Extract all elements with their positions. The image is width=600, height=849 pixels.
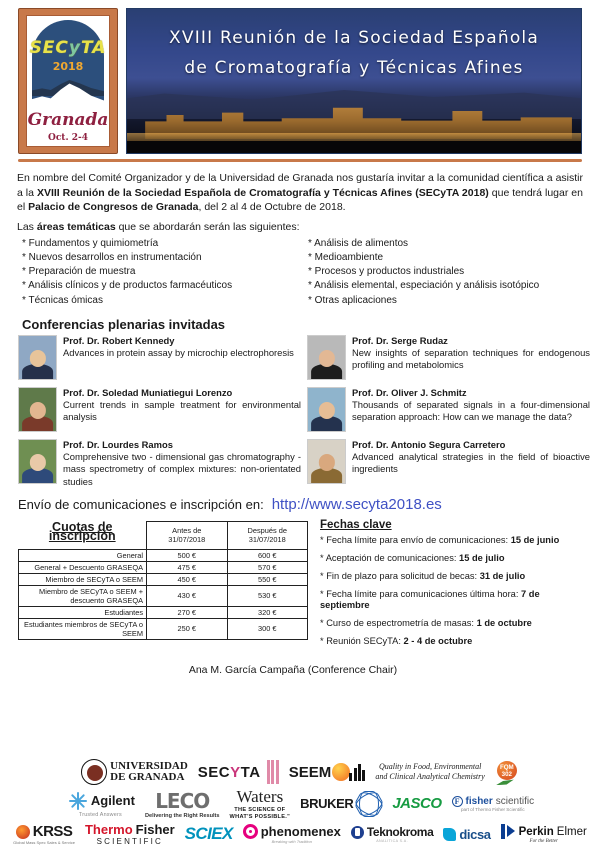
logo-dicsa xyxy=(443,827,490,842)
submission-line xyxy=(18,496,600,513)
logo-waters xyxy=(230,787,291,820)
perkin-wordmark-1: Perkin xyxy=(518,825,554,838)
dicsa-wordmark: dicsa xyxy=(459,826,491,842)
topics-columns xyxy=(22,237,583,308)
fee-after: 300 € xyxy=(227,618,308,639)
intro-text-c: que tendrá lugar en el xyxy=(17,186,583,214)
key-date-text: * Fecha límite para envío de comunicaciones: xyxy=(320,535,511,546)
agilent-tagline: Trusted Answers xyxy=(78,811,122,818)
speaker-text xyxy=(63,387,301,432)
leco-wordmark: LECO xyxy=(155,788,210,813)
secyta-bars-icon xyxy=(267,760,279,784)
speaker-text xyxy=(63,439,301,488)
speaker-name: Prof. Dr. Antonio Segura Carretero xyxy=(352,438,506,450)
speaker-name: Prof. Dr. Soledad Muniatiegui Lorenzo xyxy=(63,386,233,398)
speaker-text xyxy=(352,387,590,432)
fees-col-header-after xyxy=(227,522,308,550)
quality-line2: and Clinical Analytical Chemistry xyxy=(375,772,485,782)
poster-header xyxy=(0,0,600,155)
lower-section xyxy=(18,519,590,654)
speaker-name: Prof. Dr. Robert Kennedy xyxy=(63,334,175,346)
fee-label: Miembro de SECyTA o SEEM + descuento GRASEQA xyxy=(19,585,147,606)
fee-label: General xyxy=(19,549,147,561)
thermo-tagline: SCIENTIFIC xyxy=(96,837,164,846)
krss-tagline: Global Mass Spec Sales & Service xyxy=(13,840,75,845)
topic-item: * Análisis de alimentos xyxy=(308,237,409,249)
fee-before: 250 € xyxy=(147,618,227,639)
ugr-line1: UNIVERSIDAD xyxy=(110,759,188,772)
speaker-talk-title: New insights of separation techniques for endogenous profiling and metabolomics xyxy=(352,346,590,371)
conference-title xyxy=(127,23,581,83)
intro-paragraph xyxy=(17,171,583,215)
sponsor-row-3 xyxy=(0,821,600,847)
jasco-wordmark: JASCO xyxy=(392,795,442,813)
fqm-icon xyxy=(495,759,519,785)
ugr-wordmark xyxy=(110,761,188,784)
teknokroma-tagline: ANALITICA S.A. xyxy=(376,839,408,843)
logo-leco xyxy=(145,789,220,819)
speaker-entry xyxy=(307,439,590,484)
speaker-entry xyxy=(18,335,301,380)
speaker-talk-title: Current trends in sample treatment for environmental analysis xyxy=(63,398,301,423)
fee-after: 320 € xyxy=(227,606,308,618)
speaker-photo xyxy=(307,439,346,484)
topic-item: * Preparación de muestra xyxy=(22,266,136,278)
topic-item: * Análisis clínicos y de productos farmacéuticos xyxy=(22,280,233,292)
key-date-item xyxy=(320,535,590,546)
bruker-atom-icon xyxy=(356,794,382,814)
fees-col-before-l1: Antes de xyxy=(172,525,202,535)
logo-fqm-302 xyxy=(495,759,519,785)
intro-text-e: , del 2 al 4 de Octubre de 2018. xyxy=(198,201,346,214)
fqm-line2: 302 xyxy=(501,771,512,779)
speaker-text xyxy=(352,335,590,380)
fees-header-row xyxy=(19,522,308,550)
key-dates-list xyxy=(320,535,590,647)
teknokroma-wordmark: Teknokroma xyxy=(366,825,434,839)
logo-seem xyxy=(289,763,366,781)
sponsor-logos xyxy=(0,758,600,847)
sciex-wordmark: SCIEX xyxy=(184,824,233,843)
seem-bars-icon xyxy=(349,764,365,781)
fee-after: 550 € xyxy=(227,573,308,585)
speaker-entry xyxy=(18,387,301,432)
areas-lead-bold: áreas temáticas xyxy=(36,220,116,233)
key-date-item xyxy=(320,636,590,647)
fisher-wordmark-2: scientific xyxy=(495,795,535,807)
topic-item: * Técnicas ómicas xyxy=(22,294,103,306)
conference-website-link[interactable]: http://www.secyta2018.es xyxy=(271,496,442,514)
fees-col-header-before xyxy=(147,522,227,550)
table-row xyxy=(19,561,308,573)
key-date-value: 7 de septiembre xyxy=(320,589,540,611)
areas-lead-c: que se abordarán serán las siguientes: xyxy=(115,220,300,233)
ugr-line2: DE GRANADA xyxy=(110,771,185,784)
table-row xyxy=(19,573,308,585)
krss-burst-icon xyxy=(16,825,30,839)
fee-before: 430 € xyxy=(147,585,227,606)
speaker-talk-title: Comprehensive two - dimensional gas chromatography - mass spectrometry of complex mixtures: non-orientated studies xyxy=(63,450,301,487)
submission-label: Envío de comunicaciones e inscripción en: xyxy=(18,497,264,513)
fee-label: Miembro de SECyTA o SEEM xyxy=(19,573,147,585)
bruker-wordmark: BRUKER xyxy=(300,796,354,812)
logo-phenomenex xyxy=(243,824,341,844)
key-date-text: * Fin de plazo para solicitud de becas: xyxy=(320,571,480,582)
waters-wordmark: Waters xyxy=(236,787,284,807)
quality-group-text xyxy=(375,762,484,782)
fees-title: Cuotas de inscripción xyxy=(48,519,116,544)
speaker-photo xyxy=(18,335,57,380)
key-date-text: * Aceptación de comunicaciones: xyxy=(320,553,460,564)
plenary-speakers xyxy=(18,335,590,495)
fee-label: Estudiantes miembros de SECyTA o SEEM xyxy=(19,618,147,639)
leco-tagline: Delivering the Right Results xyxy=(144,812,220,819)
logo-sciex xyxy=(185,824,233,844)
fisher-tagline: part of Thermo Fisher Scientific xyxy=(460,806,525,812)
fee-after: 570 € xyxy=(227,561,308,573)
fees-title-cell xyxy=(19,519,147,550)
conference-title-line1: XVIII Reunión de la Sociedad Española xyxy=(169,28,539,48)
logo-perkinelmer xyxy=(501,824,587,844)
agilent-starburst-icon xyxy=(66,790,88,812)
key-date-value: 15 de junio xyxy=(510,535,560,546)
topic-item: * Otras aplicaciones xyxy=(308,294,397,306)
topics-right-list xyxy=(308,237,583,308)
seem-wordmark: SEEM xyxy=(288,763,332,781)
seem-orb-icon xyxy=(332,763,350,781)
topic-item: * Nuevos desarrollos en instrumentación xyxy=(22,251,202,263)
logo-dates: Oct. 2-4 xyxy=(47,133,88,143)
fee-before: 475 € xyxy=(147,561,227,573)
waters-tagline xyxy=(230,807,291,820)
logo-teknokroma xyxy=(351,825,433,843)
phenomenex-wordmark: phenomenex xyxy=(260,824,341,839)
logo-secyta-wordmark: SECyTA xyxy=(29,38,107,58)
speaker-photo xyxy=(307,387,346,432)
fee-after: 530 € xyxy=(227,585,308,606)
speaker-entry xyxy=(307,335,590,380)
conference-title-line2: de Cromatografía y Técnicas Afines xyxy=(184,58,524,78)
plenary-heading: Conferencias plenarias invitadas xyxy=(22,316,226,332)
fees-col-after-l1: Después de xyxy=(247,525,287,535)
sponsor-row-2 xyxy=(0,786,600,821)
secyta-wordmark: SECYTA xyxy=(197,763,261,781)
speaker-talk-title: Advanced analytical strategies in the field of bioactive ingredients xyxy=(352,450,590,475)
topic-item: * Fundamentos y quimiometría xyxy=(22,237,159,249)
fisher-f-icon: F xyxy=(452,796,463,807)
logo-quality-group xyxy=(375,762,484,782)
fees-col-before-l2: 31/07/2018 xyxy=(168,535,206,545)
logo-bruker xyxy=(300,794,382,814)
areas-lead xyxy=(17,221,583,233)
key-date-text: * Curso de espectrometría de masas: xyxy=(320,618,477,629)
waters-tagline-l1: THE SCIENCE OF xyxy=(234,807,286,814)
speaker-text xyxy=(352,439,590,484)
phenomenex-circle-icon xyxy=(243,824,258,839)
key-dates-heading: Fechas clave xyxy=(320,519,392,532)
topics-left-list xyxy=(22,237,294,308)
fee-after: 600 € xyxy=(227,549,308,561)
intro-text-a: En nombre del Comité Organizador y de la Universidad de Granada nos gustaría invitar a la comunidad científica a asistir a la xyxy=(17,172,583,199)
key-date-value: 15 de julio xyxy=(459,553,505,564)
logo-city-name: Granada xyxy=(27,110,109,130)
fee-before: 270 € xyxy=(147,606,227,618)
fqm-badge xyxy=(497,761,517,780)
teknokroma-mark-icon xyxy=(351,826,364,839)
perkinelmer-arrow-icon xyxy=(501,824,516,839)
speaker-name: Prof. Dr. Oliver J. Schmitz xyxy=(352,386,467,398)
krss-wordmark: KRSS xyxy=(32,823,73,840)
quality-line1: Quality in Food, Environmental xyxy=(378,762,482,772)
waters-tagline-l2: WHAT'S POSSIBLE." xyxy=(229,813,291,820)
phenomenex-tagline: Breaking with Tradition xyxy=(271,839,312,844)
key-date-text: * Fecha límite para comunicaciones última hora: xyxy=(320,589,522,600)
fees-col-after-l2: 31/07/2018 xyxy=(248,535,286,545)
topic-item: * Análisis elemental, especiación y análisis isotópico xyxy=(308,280,540,292)
fisher-wordmark-1: fisher xyxy=(465,795,493,807)
conference-chair: Ana M. García Campaña (Conference Chair) xyxy=(188,664,398,677)
key-date-item xyxy=(320,618,590,629)
key-date-item xyxy=(320,589,590,611)
key-date-item xyxy=(320,571,590,582)
speaker-photo xyxy=(18,387,57,432)
table-row xyxy=(19,606,308,618)
fees-table xyxy=(18,521,308,640)
speaker-photo xyxy=(18,439,57,484)
logo-fisher-scientific xyxy=(452,796,535,812)
key-dates-block xyxy=(314,519,590,654)
fee-before: 500 € xyxy=(147,549,227,561)
fee-label: General + Descuento GRASEQA xyxy=(19,561,147,573)
topics-left-column xyxy=(22,237,294,308)
table-row xyxy=(19,549,308,561)
speaker-talk-title: Advances in protein assay by microchip electrophoresis xyxy=(63,346,294,358)
intro-text-bold-1: XVIII Reunión de la Sociedad Española de Cromatografía y Técnicas Afines (SECyTA 2018) xyxy=(36,186,489,199)
thermo-wordmark-1: Thermo xyxy=(84,822,133,837)
header-divider xyxy=(18,159,582,162)
topic-item: * Procesos y productos industriales xyxy=(308,266,465,278)
logo-year: 2018 xyxy=(52,60,84,73)
agilent-wordmark: Agilent xyxy=(90,793,135,809)
key-date-value: 1 de octubre xyxy=(476,618,532,629)
perkinelmer-tagline: For the Better xyxy=(529,839,558,844)
logo-inner-panel xyxy=(26,15,110,147)
fees-table-head xyxy=(19,519,308,550)
secyta-granada-logo xyxy=(18,8,118,154)
perkin-wordmark-2: Elmer xyxy=(556,825,587,838)
speakers-left-column xyxy=(18,335,301,495)
table-row xyxy=(19,618,308,639)
speaker-name: Prof. Dr. Lourdes Ramos xyxy=(63,438,173,450)
sponsor-row-1 xyxy=(0,758,600,786)
logo-krss xyxy=(13,823,75,845)
key-date-value: 31 de julio xyxy=(479,571,526,582)
logo-jasco xyxy=(392,795,441,812)
speaker-text xyxy=(63,335,301,380)
logo-thermo-fisher xyxy=(85,822,175,846)
intro-text-bold-2: Palacio de Congresos de Granada xyxy=(28,201,199,214)
ugr-seal-icon xyxy=(81,759,107,785)
speaker-photo xyxy=(307,335,346,380)
speaker-entry xyxy=(18,439,301,488)
fee-label: Estudiantes xyxy=(19,606,147,618)
banner-foreground xyxy=(127,141,581,153)
thermo-wordmark-2: Fisher xyxy=(135,822,175,837)
table-row xyxy=(19,585,308,606)
key-date-text: * Reunión SECyTA: xyxy=(320,636,404,647)
fee-before: 450 € xyxy=(147,573,227,585)
topic-item: * Medioambiente xyxy=(308,251,384,263)
fqm-line1: FQM xyxy=(499,764,514,772)
fees-table-body xyxy=(19,549,308,639)
speaker-name: Prof. Dr. Serge Rudaz xyxy=(352,334,448,346)
fees-block xyxy=(18,519,308,654)
areas-lead-a: Las xyxy=(17,220,37,233)
logo-agilent xyxy=(66,790,135,818)
dicsa-mark-icon xyxy=(443,828,456,841)
key-date-value: 2 - 4 de octubre xyxy=(403,636,473,647)
speaker-entry xyxy=(307,387,590,432)
logo-universidad-de-granada xyxy=(81,759,188,785)
logo-secyta-society xyxy=(198,760,279,784)
speaker-talk-title: Thousands of separated signals in a four-dimensional separation approach: How can we manage the data? xyxy=(352,398,590,423)
header-banner xyxy=(126,8,582,154)
speakers-right-column xyxy=(307,335,590,495)
topics-right-column xyxy=(308,237,583,308)
key-date-item xyxy=(320,553,590,564)
key-dates-list-wrap xyxy=(320,535,590,647)
